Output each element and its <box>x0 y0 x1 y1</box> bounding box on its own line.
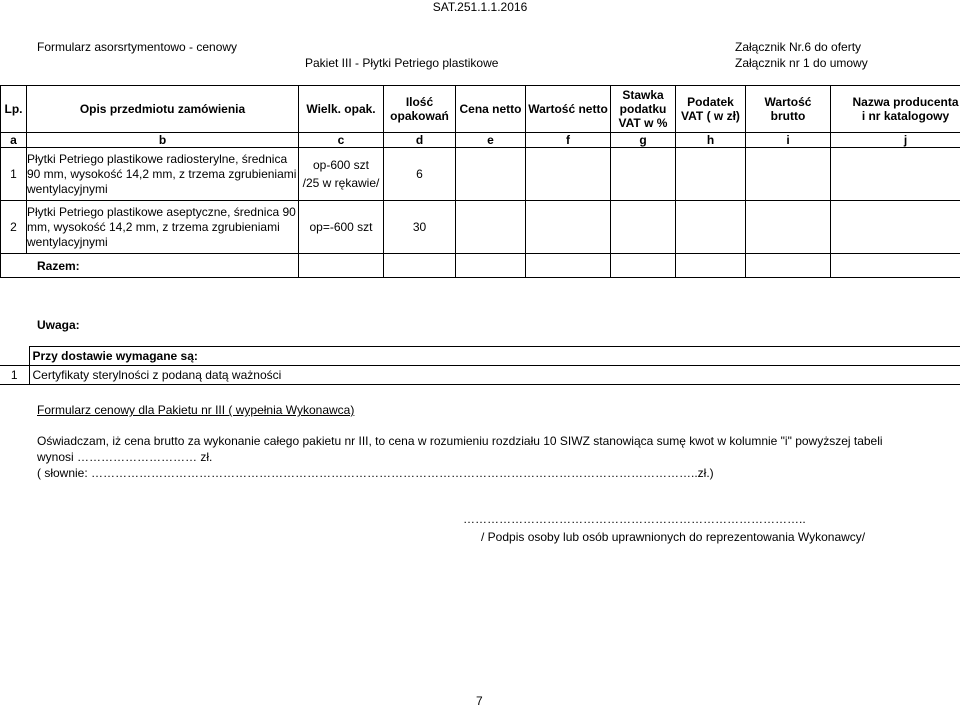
requirements-heading: Przy dostawie wymagane są: <box>29 347 960 366</box>
total-empty <box>384 254 456 278</box>
statement-line-3[interactable]: ( słownie: ……………………………………………………………………………………………………………………………………..zł.) <box>37 466 714 480</box>
column-letter: f <box>526 133 611 148</box>
column-letter: a <box>1 133 27 148</box>
gross-value-cell[interactable] <box>746 148 831 201</box>
signature-dots[interactable]: ………………………………………………………………………….. <box>463 512 806 526</box>
gross-value-cell[interactable] <box>746 201 831 254</box>
assortment-table <box>0 85 960 278</box>
col-vat-amount-header: Podatek VAT ( w zł) <box>676 86 746 133</box>
column-letters-row <box>1 133 960 148</box>
column-letter: i <box>746 133 831 148</box>
list-item <box>0 366 960 385</box>
requirements-table <box>0 346 960 385</box>
requirements-empty <box>0 347 29 366</box>
col-net-price-header: Cena netto <box>456 86 526 133</box>
attachment-contract: Załącznik nr 1 do umowy <box>735 56 868 70</box>
item-description: Płytki Petriego plastikowe radiosterylne, średnica 90 mm, wysokość 14,2 mm, z trzema zgrubieniami wentylacyjnymi <box>27 148 299 201</box>
quantity: 6 <box>384 148 456 201</box>
vat-amount-cell[interactable] <box>676 201 746 254</box>
total-net-value-cell[interactable] <box>526 254 611 278</box>
row-number: 1 <box>1 148 27 201</box>
total-empty <box>456 254 526 278</box>
column-letter: h <box>676 133 746 148</box>
column-letter: g <box>611 133 676 148</box>
column-letter: b <box>27 133 299 148</box>
package-size: op=-600 szt <box>299 201 384 254</box>
total-row <box>1 254 960 278</box>
header-row <box>1 86 960 133</box>
package-size: op-600 szt /25 w rękawie/ <box>299 148 384 201</box>
column-letter: j <box>831 133 960 148</box>
quantity: 30 <box>384 201 456 254</box>
total-gross-value-cell[interactable] <box>746 254 831 278</box>
price-form-title: Formularz cenowy dla Pakietu nr III ( wypełnia Wykonawca) <box>37 403 354 417</box>
net-value-cell[interactable] <box>526 148 611 201</box>
table-row <box>1 148 960 201</box>
net-price-cell[interactable] <box>456 148 526 201</box>
form-title: Formularz asorsrtymentowo - cenowy <box>37 40 237 54</box>
col-producer-header: Nazwa producenta i nr katalogowy <box>831 86 960 133</box>
total-empty <box>831 254 960 278</box>
col-lp-header: Lp. <box>1 86 27 133</box>
column-letter: c <box>299 133 384 148</box>
producer-cell[interactable] <box>831 148 960 201</box>
col-package-size-header: Wielk. opak. <box>299 86 384 133</box>
requirement-number: 1 <box>0 366 29 385</box>
note-heading: Uwaga: <box>37 318 80 332</box>
page-number: 7 <box>476 694 483 708</box>
vat-amount-cell[interactable] <box>676 148 746 201</box>
vat-rate-cell[interactable] <box>611 148 676 201</box>
net-price-cell[interactable] <box>456 201 526 254</box>
col-net-value-header: Wartość netto <box>526 86 611 133</box>
total-empty <box>611 254 676 278</box>
column-letter: d <box>384 133 456 148</box>
page-header: SAT.251.1.1.2016 <box>0 0 960 14</box>
net-value-cell[interactable] <box>526 201 611 254</box>
package-title: Pakiet III - Płytki Petriego plastikowe <box>305 56 498 70</box>
col-quantity-header: Ilość opakowań <box>384 86 456 133</box>
producer-cell[interactable] <box>831 201 960 254</box>
col-gross-value-header: Wartość brutto <box>746 86 831 133</box>
total-label: Razem: <box>1 254 299 278</box>
statement-line-1: Oświadczam, iż cena brutto za wykonanie całego pakietu nr III, to cena w rozumieniu rozdziału 10 SIWZ stanowiąca sumę kwot w kolumnie "i" powyższej tabeli <box>37 434 883 448</box>
vat-rate-cell[interactable] <box>611 201 676 254</box>
attachment-offer: Załącznik Nr.6 do oferty <box>735 40 861 54</box>
col-description-header: Opis przedmiotu zamówienia <box>27 86 299 133</box>
signature-label: / Podpis osoby lub osób uprawnionych do reprezentowania Wykonawcy/ <box>481 530 865 544</box>
column-letter: e <box>456 133 526 148</box>
item-description: Płytki Petriego plastikowe aseptyczne, średnica 90 mm, wysokość 14,2 mm, z trzema zgrubieniami wentylacyjnymi <box>27 201 299 254</box>
requirements-header-row <box>0 347 960 366</box>
statement-line-2[interactable]: wynosi ………………………… zł. <box>37 450 212 464</box>
requirement-text: Certyfikaty sterylności z podaną datą ważności <box>29 366 960 385</box>
table-row <box>1 201 960 254</box>
total-empty <box>299 254 384 278</box>
total-vat-amount-cell[interactable] <box>676 254 746 278</box>
row-number: 2 <box>1 201 27 254</box>
col-vat-rate-header: Stawka podatku VAT w % <box>611 86 676 133</box>
